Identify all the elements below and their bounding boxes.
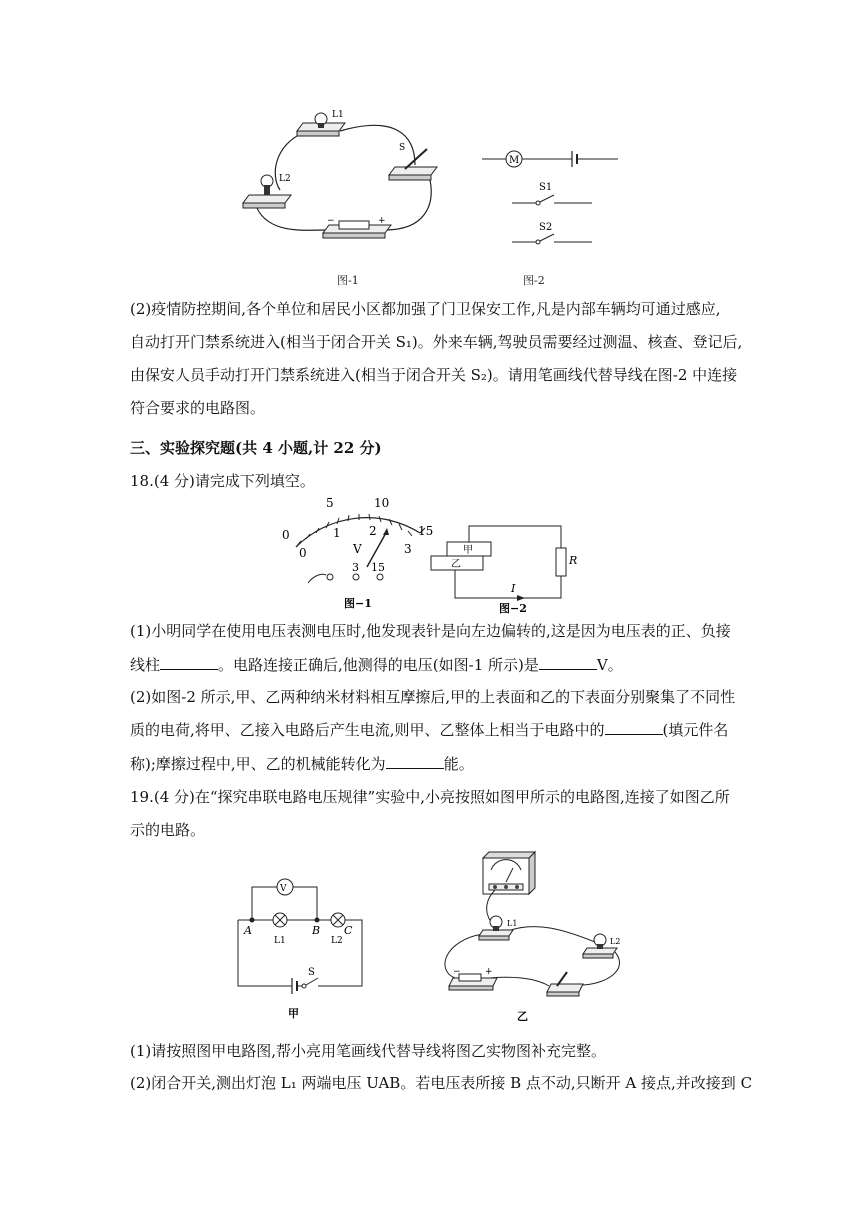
q18-voltmeter-figure	[280, 495, 435, 613]
q17-line-3: 由保安人员手动打开门禁系统进入(相当于闭合开关 S₂)。请用笔画线代替导线在图-2 中连接	[130, 366, 738, 384]
label-minus: −	[327, 216, 335, 226]
q18-p2-text-b: (填元件名	[662, 721, 729, 739]
switch-s1	[512, 182, 592, 205]
label-c: C	[344, 924, 353, 937]
label-b: B	[312, 924, 321, 937]
tick-bottom-2: 2	[369, 524, 377, 538]
unit-v: V	[353, 542, 362, 556]
q18-friction-circuit-figure	[425, 522, 585, 614]
switch-s2	[512, 222, 592, 244]
tick-bottom-3: 3	[404, 542, 412, 556]
label-s2: S2	[539, 222, 553, 233]
lamp-symbol-l2	[331, 913, 345, 927]
figure-2-caption: 图-2	[523, 274, 545, 287]
label-l1: L1	[507, 919, 518, 928]
label-i: I	[511, 582, 516, 595]
q17-line-1: (2)疫情防控期间,各个单位和居民小区都加强了门卫保安工作,凡是内部车辆均可通过感应,	[130, 300, 721, 318]
q17-line-4: 符合要求的电路图。	[130, 399, 266, 417]
q18-intro: 18.(4 分)请完成下列填空。	[130, 472, 315, 490]
q18-p1-line-1: (1)小明同学在使用电压表测电压时,他发现表针是向左边偏转的,这是因为电压表的正、负接	[130, 622, 731, 640]
q18-p2-line-3	[130, 753, 474, 774]
q19-fig-yi-caption: 乙	[517, 1010, 528, 1022]
label-a: A	[244, 924, 252, 937]
label-l1: L1	[274, 936, 286, 946]
wire	[445, 934, 483, 978]
answer-blank-4[interactable]	[386, 754, 444, 769]
answer-blank-2[interactable]	[539, 655, 597, 670]
q18-fig2-caption: 图−2	[499, 602, 527, 614]
label-plus: +	[378, 216, 386, 226]
answer-blank-1[interactable]	[160, 655, 218, 670]
label-s: S	[399, 143, 406, 153]
tick-top-0: 0	[282, 528, 290, 542]
q19-line-2: 示的电路。	[130, 821, 206, 839]
q18-p1-text-a: 线柱	[130, 656, 161, 674]
q19-p1: (1)请按照图甲电路图,帮小亮用笔画线代替导线将图乙实物图补充完整。	[130, 1042, 607, 1060]
tick-bottom-1: 1	[333, 526, 341, 540]
q19-fig-jia-caption: 甲	[288, 1007, 299, 1020]
label-m: M	[509, 155, 520, 166]
q18-p1-text-c: V。	[596, 656, 623, 674]
wire	[505, 927, 595, 942]
figure-1-caption: 图-1	[337, 274, 359, 287]
q18-p2-line-2	[130, 719, 728, 740]
label-l2: L2	[331, 936, 343, 946]
q19-figure-jia-circuit	[230, 875, 375, 1020]
label-s: S	[308, 967, 315, 978]
terminal-15: 15	[371, 561, 385, 574]
lamp-l1-device	[479, 916, 517, 940]
answer-blank-3[interactable]	[605, 720, 663, 735]
label-plus: +	[485, 967, 493, 977]
q18-fig1-caption: 图−1	[344, 597, 372, 610]
voltmeter-device	[483, 852, 535, 894]
q18-p2-text-c: 称);摩擦过程中,甲、乙的机械能转化为	[130, 755, 386, 773]
q18-p2-line-1: (2)如图-2 所示,甲、乙两种纳米材料相互摩擦后,甲的上表面和乙的下表面分别聚集了不同性	[130, 688, 736, 706]
label-l2: L2	[610, 937, 621, 946]
battery	[323, 216, 391, 238]
resistor-r	[556, 548, 566, 576]
label-jia: 甲	[463, 545, 473, 556]
lamp-symbol-l1	[273, 913, 287, 927]
switch-device	[547, 972, 583, 996]
label-r: R	[569, 554, 578, 567]
q18-p2-text-d: 能。	[443, 755, 474, 773]
q19-line-1: 19.(4 分)在“探究串联电路电压规律”实验中,小亮按照如图甲所示的电路图,连接了如图乙所	[130, 788, 730, 806]
label-minus: −	[453, 967, 461, 977]
tick-bottom-0: 0	[299, 546, 307, 560]
label-s1: S1	[539, 182, 553, 193]
battery-device	[449, 967, 497, 990]
lamp-l2	[243, 174, 291, 208]
label-l1: L1	[332, 110, 344, 120]
tick-top-15: 15	[418, 524, 434, 538]
section-3-heading: 三、实验探究题(共 4 小题,计 22 分)	[130, 439, 382, 457]
q19-p2: (2)闭合开关,测出灯泡 L₁ 两端电压 UAB。若电压表所接 B 点不动,只断开 A 接点,并改接到 C	[130, 1074, 753, 1092]
terminal-3: 3	[352, 561, 359, 574]
label-yi: 乙	[451, 559, 461, 570]
q19-figure-yi-physical	[435, 850, 635, 1022]
q18-p1-text-b: 。电路连接正确后,他测得的电压(如图-1 所示)是	[218, 656, 539, 674]
label-v: V	[280, 884, 287, 894]
lamp-l1	[297, 110, 345, 136]
switch-symbol-s	[302, 978, 320, 988]
figure-1-physical-circuit	[235, 105, 450, 245]
figure-2-circuit-elements	[478, 145, 623, 250]
label-l2: L2	[279, 174, 291, 184]
q18-p1-line-2	[130, 654, 623, 675]
lamp-l2-device	[583, 934, 620, 958]
q18-p2-text-a: 质的电荷,将甲、乙接入电路后产生电流,则甲、乙整体上相当于电路中的	[130, 721, 605, 739]
tick-top-10: 10	[374, 496, 390, 510]
tick-top-5: 5	[326, 496, 334, 510]
wire	[490, 977, 549, 986]
q17-line-2: 自动打开门禁系统进入(相当于闭合开关 S₁)。外来车辆,驾驶员需要经过测温、核查、登记后,	[130, 333, 743, 351]
wire	[385, 180, 431, 230]
